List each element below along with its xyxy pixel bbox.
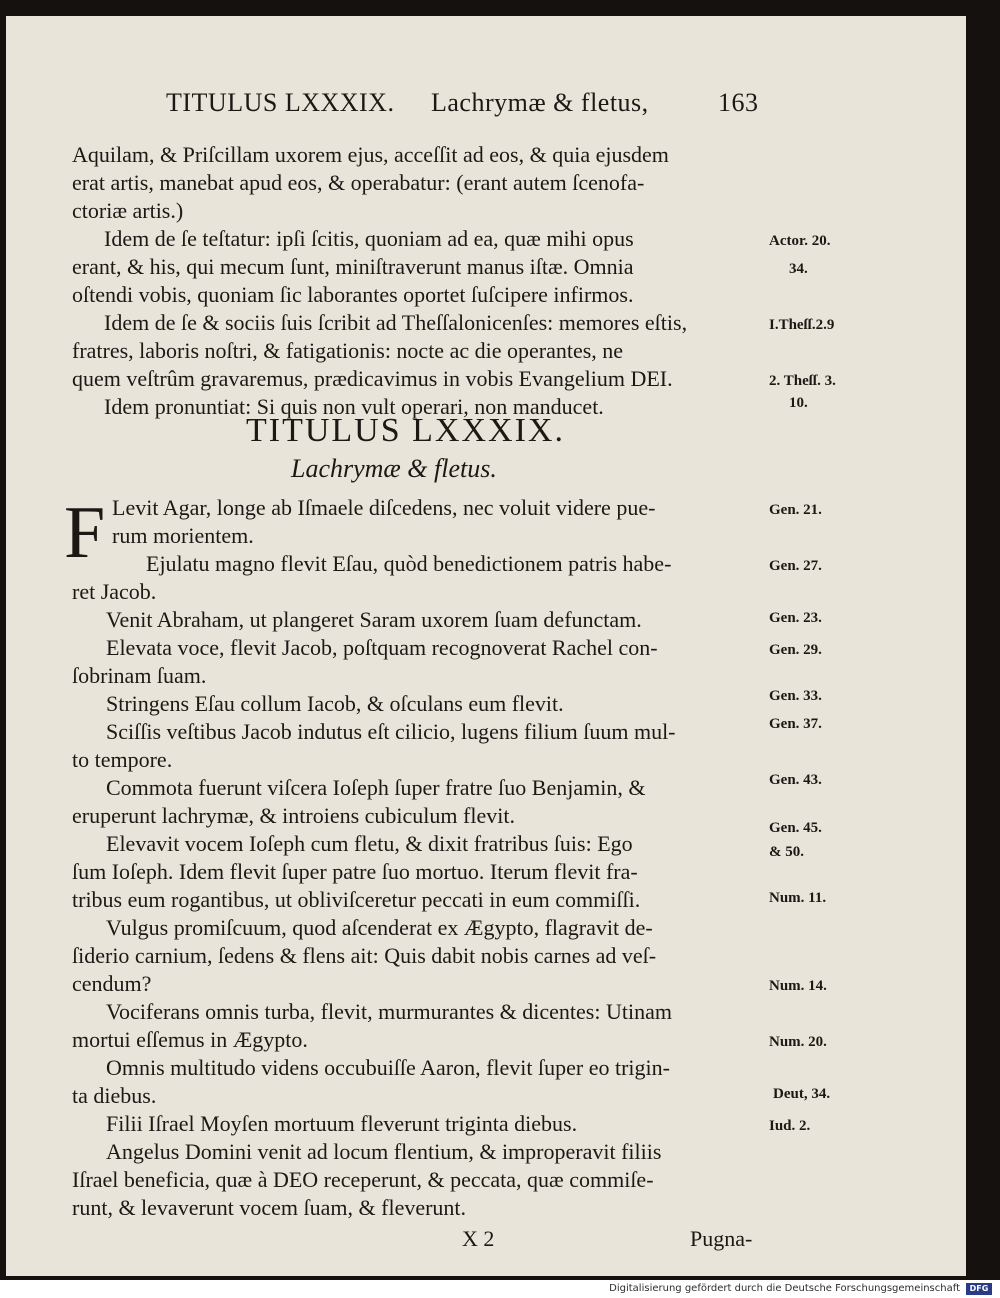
text-line: Omnis multitudo videns occubuiſſe Aaron, flevit ſuper eo trigin- <box>106 1055 670 1080</box>
margin-note: Num. 20. <box>769 1034 827 1050</box>
text-line: Levit Agar, longe ab Iſmaele diſcedens, nec voluit videre pue- <box>112 495 656 520</box>
text-line: Vulgus promiſcuum, quod aſcenderat ex Ægypto, flagravit de- <box>106 915 653 940</box>
text-line: Idem de ſe & sociis ſuis ſcribit ad Theſſalonicenſes: memores eſtis, <box>104 310 688 335</box>
text-line: eruperunt lachrymæ, & introiens cubiculum flevit. <box>72 803 515 828</box>
running-header-subject: Lachrymæ & fletus, <box>431 88 649 117</box>
margin-note: Gen. 43. <box>769 772 822 788</box>
signature-mark: X 2 <box>462 1226 495 1251</box>
text-line: ſobrinam ſuam. <box>72 663 207 688</box>
text-line: oſtendi vobis, quoniam ſic laborantes oportet ſuſcipere infirmos. <box>72 282 634 307</box>
section-subtitle: Lachrymæ & fletus. <box>291 454 497 483</box>
text-line: ta diebus. <box>72 1083 157 1108</box>
text-line: fratres, laboris noſtri, & fatigationis: nocte ac die operantes, ne <box>72 338 624 363</box>
funding-notice: Digitalisierung gefördert durch die Deutsche Forschungsgemeinschaft <box>609 1283 960 1294</box>
text-line: to tempore. <box>72 747 173 772</box>
text-line: Stringens Eſau collum Iacob, & oſculans eum flevit. <box>106 691 564 716</box>
margin-note: Num. 11. <box>769 890 827 906</box>
text-line: mortui eſſemus in Ægypto. <box>72 1027 308 1052</box>
text-line: rum morientem. <box>112 523 254 548</box>
margin-note: 34. <box>789 261 808 277</box>
text-line: Filii Iſrael Moyſen mortuum fleverunt triginta diebus. <box>106 1111 578 1136</box>
margin-note: Num. 14. <box>769 978 827 994</box>
margin-note: Gen. 33. <box>769 688 822 704</box>
text-line: Idem de ſe teſtatur: ipſi ſcitis, quoniam ad ea, quæ mihi opus <box>104 226 634 251</box>
text-line: Angelus Domini venit ad locum flentium, & improperavit filiis <box>106 1139 662 1164</box>
text-line: Vociferans omnis turba, flevit, murmurantes & dicentes: Utinam <box>106 999 672 1024</box>
margin-note: 2. Theſſ. 3. <box>769 373 836 389</box>
text-line: runt, & levaverunt vocem ſuam, & fleverunt. <box>72 1195 467 1220</box>
text-line: Aquilam, & Priſcillam uxorem ejus, acceſſit ad eos, & quia ejusdem <box>72 142 669 167</box>
margin-note: Iud. 2. <box>769 1118 811 1134</box>
text-line: quem veſtrûm gravaremus, prædicavimus in vobis Evangelium DEI. <box>72 366 673 391</box>
catchword: Pugna- <box>690 1226 753 1251</box>
margin-note: I.Theſſ.2.9 <box>769 317 835 333</box>
margin-note: & 50. <box>769 844 804 860</box>
dfg-logo: DFG <box>966 1283 992 1295</box>
text-line: cendum? <box>72 971 152 996</box>
margin-note: 10. <box>789 395 808 411</box>
text-line: Commota fuerunt viſcera Ioſeph ſuper fratre ſuo Benjamin, & <box>106 775 646 800</box>
margin-note: Gen. 29. <box>769 642 822 658</box>
text-line: Iſrael beneficia, quæ à DEO receperunt, & peccata, quæ commiſe- <box>72 1167 654 1192</box>
section-title: TITULUS LXXXIX. <box>246 412 565 449</box>
margin-note: Gen. 21. <box>769 502 822 518</box>
text-line: Idem pronuntiat: Si quis non vult operari, non manducet. <box>104 394 604 419</box>
book-page <box>6 16 966 1276</box>
running-header-title: TITULUS LXXXIX. <box>166 88 395 117</box>
text-line: erant, & his, qui mecum ſunt, miniſtraverunt manus iſtæ. Omnia <box>72 254 634 279</box>
text-line: Ejulatu magno flevit Eſau, quòd benedictionem patris habe- <box>146 551 672 576</box>
text-line: ſiderio carnium, ſedens & flens ait: Quis dabit nobis carnes ad veſ- <box>72 943 657 968</box>
text-line: erat artis, manebat apud eos, & operabatur: (erant autem ſcenofa- <box>72 170 645 195</box>
margin-note: Actor. 20. <box>769 233 831 249</box>
text-line: Elevata voce, flevit Jacob, poſtquam recognoverat Rachel con- <box>106 635 658 660</box>
margin-note: Gen. 45. <box>769 820 822 836</box>
text-line: Sciſſis veſtibus Jacob indutus eſt cilicio, lugens filium ſuum mul- <box>106 719 676 744</box>
margin-note: Gen. 37. <box>769 716 822 732</box>
text-line: Elevavit vocem Ioſeph cum fletu, & dixit fratribus ſuis: Ego <box>106 831 633 856</box>
text-line: ſum Ioſeph. Idem flevit ſuper patre ſuo mortuo. Iterum flevit fra- <box>72 859 638 884</box>
margin-note: Gen. 23. <box>769 610 822 626</box>
text-line: ret Jacob. <box>72 579 157 604</box>
drop-cap: F <box>64 492 106 574</box>
margin-note: Gen. 27. <box>769 558 822 574</box>
text-line: ctoriæ artis.) <box>72 198 184 223</box>
text-line: tribus eum rogantibus, ut obliviſceretur peccati in eum commiſſi. <box>72 887 641 912</box>
margin-note: Deut, 34. <box>773 1086 831 1102</box>
page-number: 163 <box>718 88 759 117</box>
text-line: Venit Abraham, ut plangeret Saram uxorem ſuam defunctam. <box>106 607 642 632</box>
